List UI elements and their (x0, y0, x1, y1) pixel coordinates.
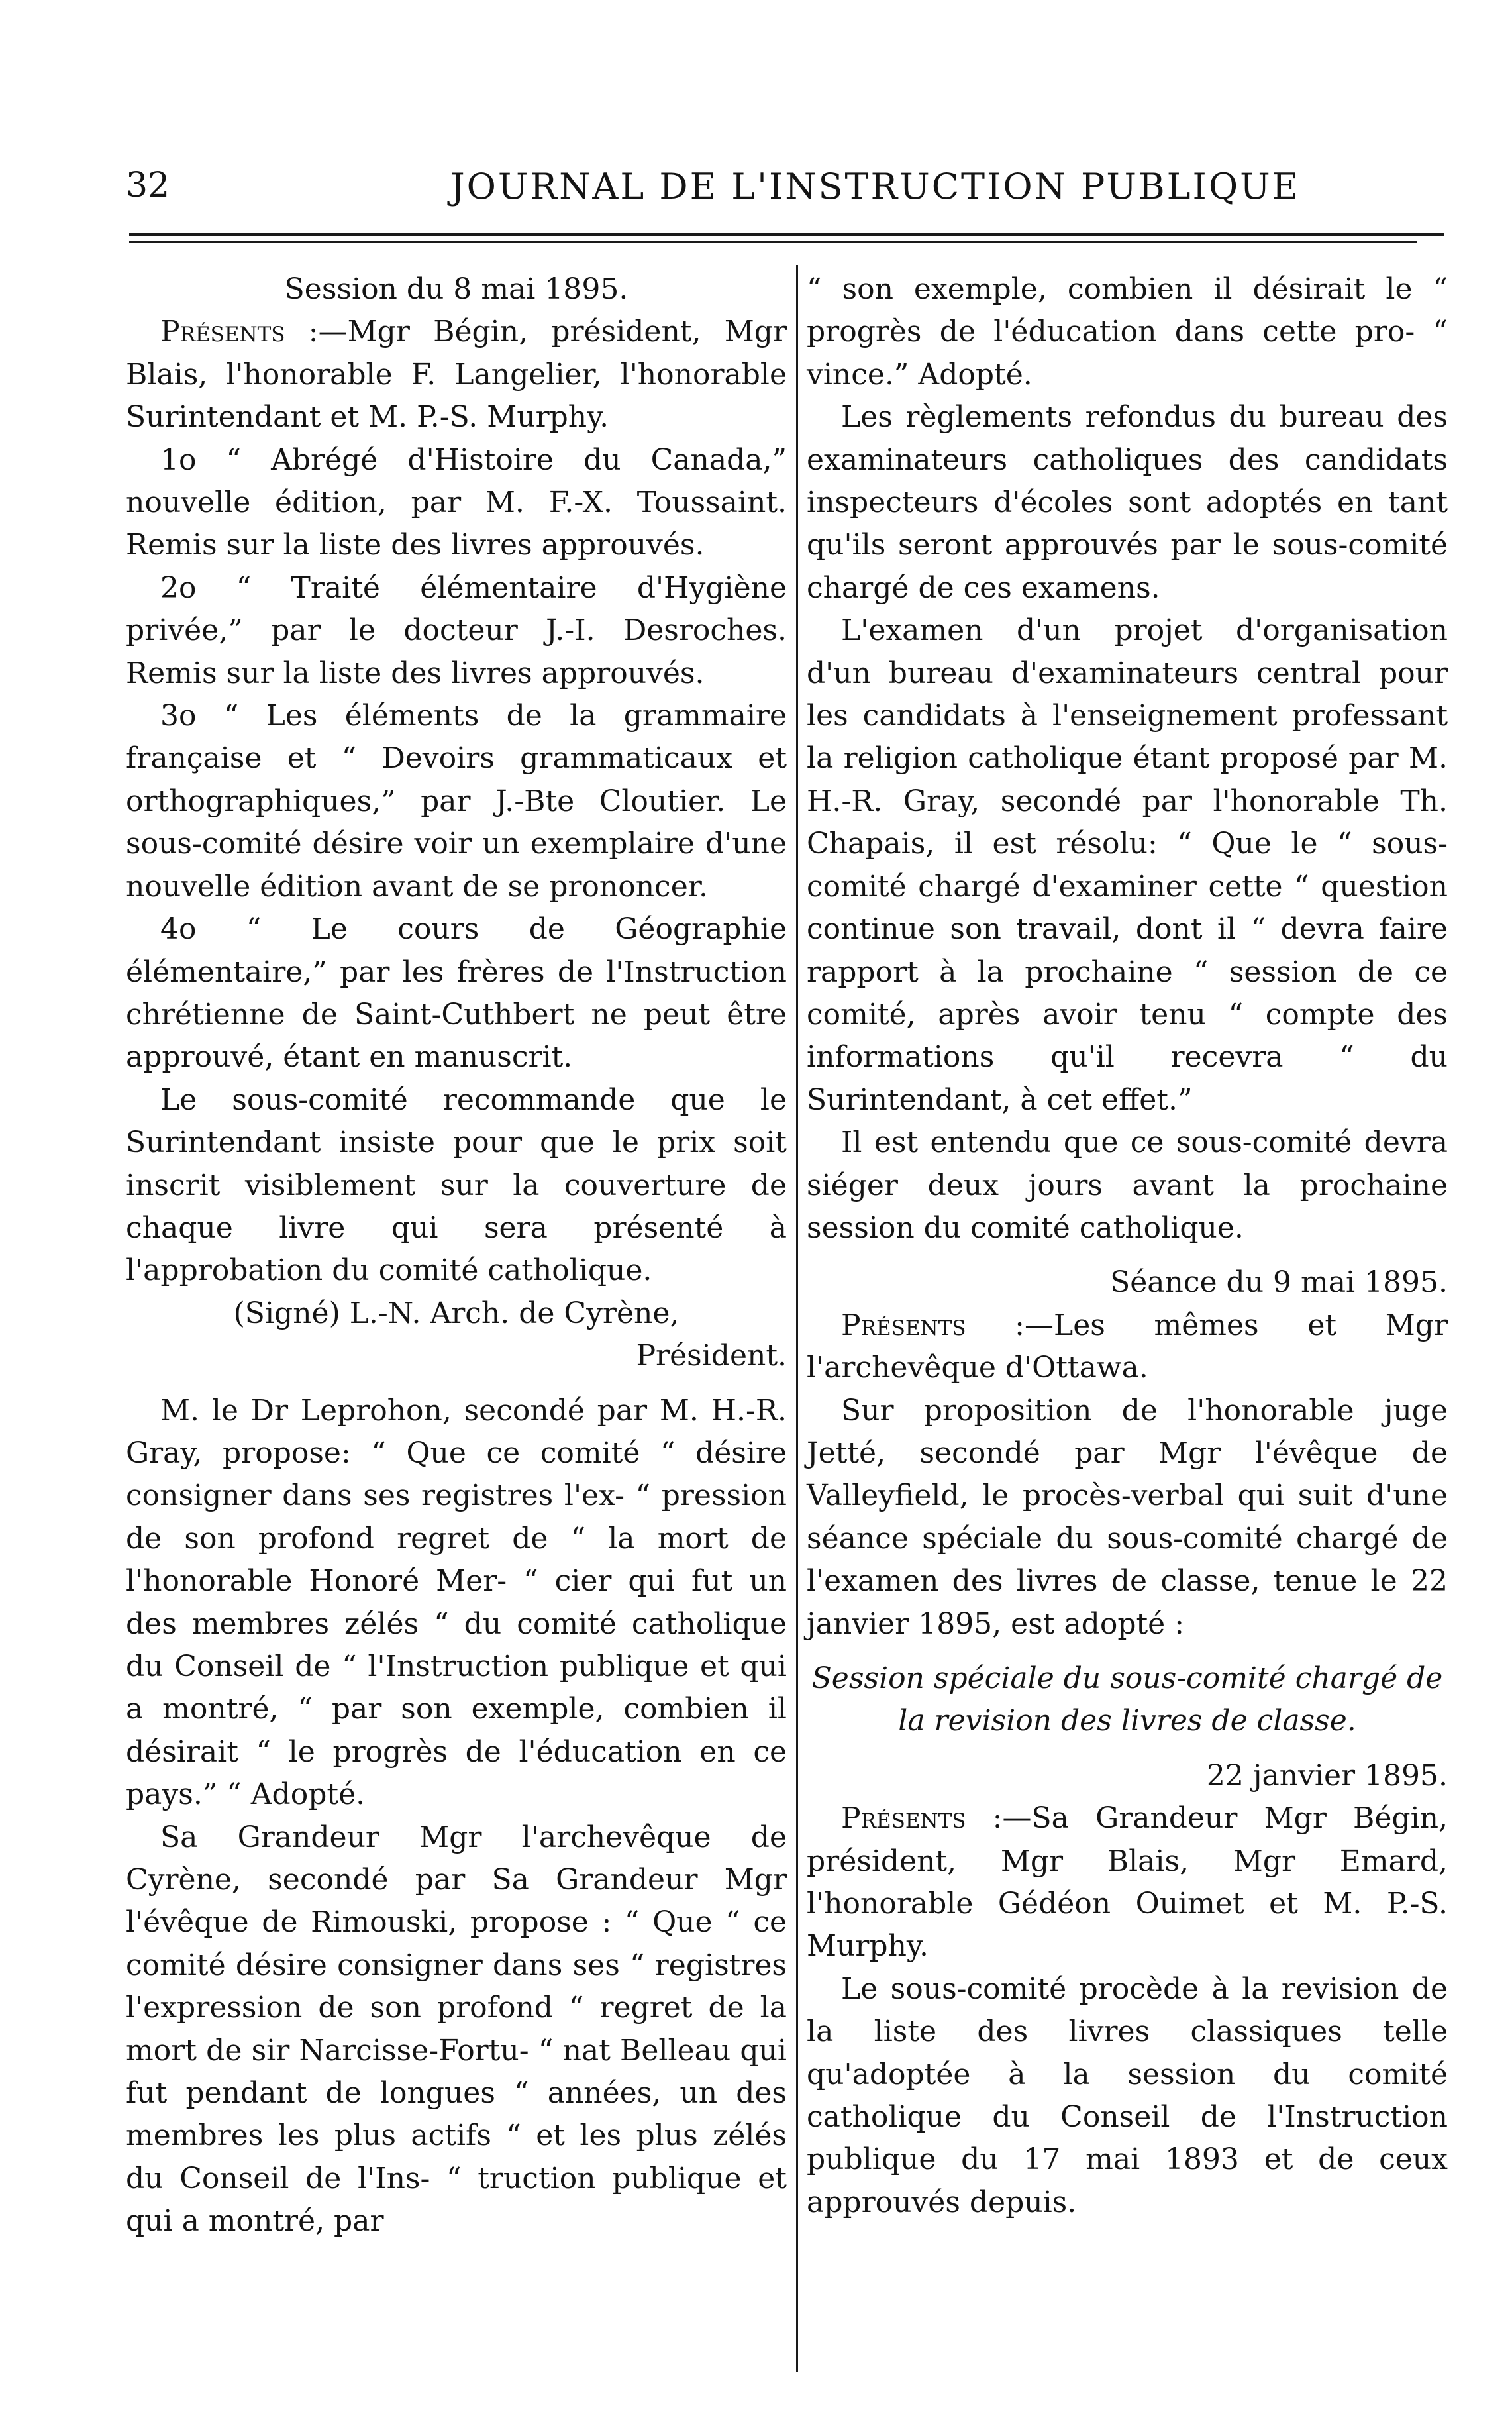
leprohon-motion: M. le Dr Leprohon, secondé par M. H.-R. Gray, propose: “ Que ce comité “ désire consigner dans ses registres l'ex- “ pression de son profond regret de “ la mort de l'honorable Honoré Mer- “ cier qui fut un des membres zélés “ du comité catholique du Conseil de “ l'Instruction publique et qui a montré, “ par son exemple, combien il désirait “ le progrès de l'éducation en ce pays.” “ Adopté. (126, 1393, 787, 1812)
presents-paragraph-2 (807, 1304, 1448, 1390)
seance-title: Séance du 9 mai 1895. (1110, 1265, 1448, 1300)
continuation-paragraph: “ son exemple, combien il désirait le “ progrès de l'éducation dans cette pro- “ vince.” Adopté. (807, 272, 1448, 392)
presents-label: Présents (160, 315, 285, 349)
date-22-janvier: 22 janvier 1895. (1206, 1758, 1448, 1793)
right-column (807, 268, 1448, 2224)
cyrene-motion: Sa Grandeur Mgr l'archevêque de Cyrène, secondé par Sa Grandeur Mgr l'évêque de Rimouski, propose : “ Que “ ce comité désire consigner dans ses “ registres l'expression de son profond “ regret de la mort de sir Narcisse-Fortu- “ nat Belleau qui fut pendant de longues “ années, un des membres les plus actifs “ et les plus zélés du Conseil de l'Ins- “ truction publique et qui a montré, par (126, 1820, 787, 2239)
column-divider (796, 265, 798, 2372)
proposition-paragraph: Sur proposition de l'honorable juge Jetté, secondé par Mgr l'évêque de Valleyfield, le procès-verbal qui suit d'une séance spéciale du sous-comité chargé de l'examen des livres de classe, tenue le 22 janvier 1895, est adopté : (807, 1393, 1448, 1641)
signature-name: (Signé) L.-N. Arch. de Cyrène, (233, 1296, 680, 1330)
header-rule-double (129, 241, 1417, 243)
page-header (126, 166, 1437, 219)
header-rule (129, 233, 1444, 236)
recommendation-paragraph: Le sous-comité recommande que le Surintendant insiste pour que le prix soit inscrit visiblement sur la couverture de chaque livre qui sera présenté à l'approbation du comité catholique. (126, 1082, 787, 1288)
revision-paragraph: Le sous-comité procède à la revision de la liste des livres classiques telle qu'adoptée à la session du comité catholique du Conseil de l'Instruction publique du 17 mai 1893 et de ceux approuvés depuis. (807, 1972, 1448, 2219)
presents-label-2: Présents (841, 1308, 966, 1342)
presents-text-2: :—Les mêmes et Mgr l'archevêque d'Ottawa. (807, 1308, 1448, 1385)
item-3: 3o “ Les éléments de la grammaire française et “ Devoirs grammaticaux et orthographiques,” par J.-Bte Cloutier. Le sous-comité désire voir un exemplaire d'une nouvelle édition avant de se prononcer. (126, 699, 787, 904)
page-number: 32 (126, 166, 170, 205)
presents-text-3: :—Sa Grandeur Mgr Bégin, président, Mgr Blais, Mgr Emard, l'honorable Gédéon Ouimet et M. P.-S. Murphy. (807, 1801, 1448, 1964)
signature-title: Président. (636, 1339, 787, 1373)
journal-title: JOURNAL DE L'INSTRUCTION PUBLIQUE (450, 166, 1301, 207)
reglements-paragraph: Les règlements refondus du bureau des examinateurs catholiques des candidats inspecteurs d'écoles sont adoptés en tant qu'ils seront approuvés par le sous-comité chargé de ces examens. (807, 400, 1448, 605)
special-session-heading-2: la revision des livres de classe. (898, 1704, 1356, 1738)
presents-paragraph-3 (807, 1797, 1448, 1968)
examen-paragraph: L'examen d'un projet d'organisation d'un bureau d'examinateurs central pour les candidats à l'enseignement professant la religion catholique étant proposé par M. H.-R. Gray, secondé par l'honorable Th. Chapais, il est résolu: “ Que le “ sous-comité chargé d'examiner cette “ question continue son travail, dont il “ devra faire rapport à la prochaine “ session de ce comité, après avoir tenu “ compte des informations qu'il recevra “ du Surintendant, à cet effet.” (807, 613, 1448, 1117)
presents-label-3: Présents (841, 1801, 966, 1836)
left-column (126, 268, 787, 2243)
item-4: 4o “ Le cours de Géographie élémentaire,” par les frères de l'Instruction chrétienne de Saint-Cuthbert ne peut être approuvé, étant en manuscrit. (126, 912, 787, 1075)
item-1: 1o “ Abrégé d'Histoire du Canada,” nouvelle édition, par M. F.-X. Toussaint. Remis sur la liste des livres approuvés. (126, 443, 787, 562)
presents-text: :—Mgr Bégin, président, Mgr Blais, l'honorable F. Langelier, l'honorable Surintendant et M. P.-S. Murphy. (126, 315, 787, 435)
session-title: Session du 8 mai 1895. (284, 272, 629, 306)
entendu-paragraph: Il est entendu que ce sous-comité devra siéger deux jours avant la prochaine session du comité catholique. (807, 1126, 1448, 1245)
presents-paragraph (126, 311, 787, 439)
item-2: 2o “ Traité élémentaire d'Hygiène privée,” par le docteur J.-I. Desroches. Remis sur la liste des livres approuvés. (126, 570, 787, 690)
special-session-heading-1: Session spéciale du sous-comité chargé de (811, 1661, 1443, 1695)
